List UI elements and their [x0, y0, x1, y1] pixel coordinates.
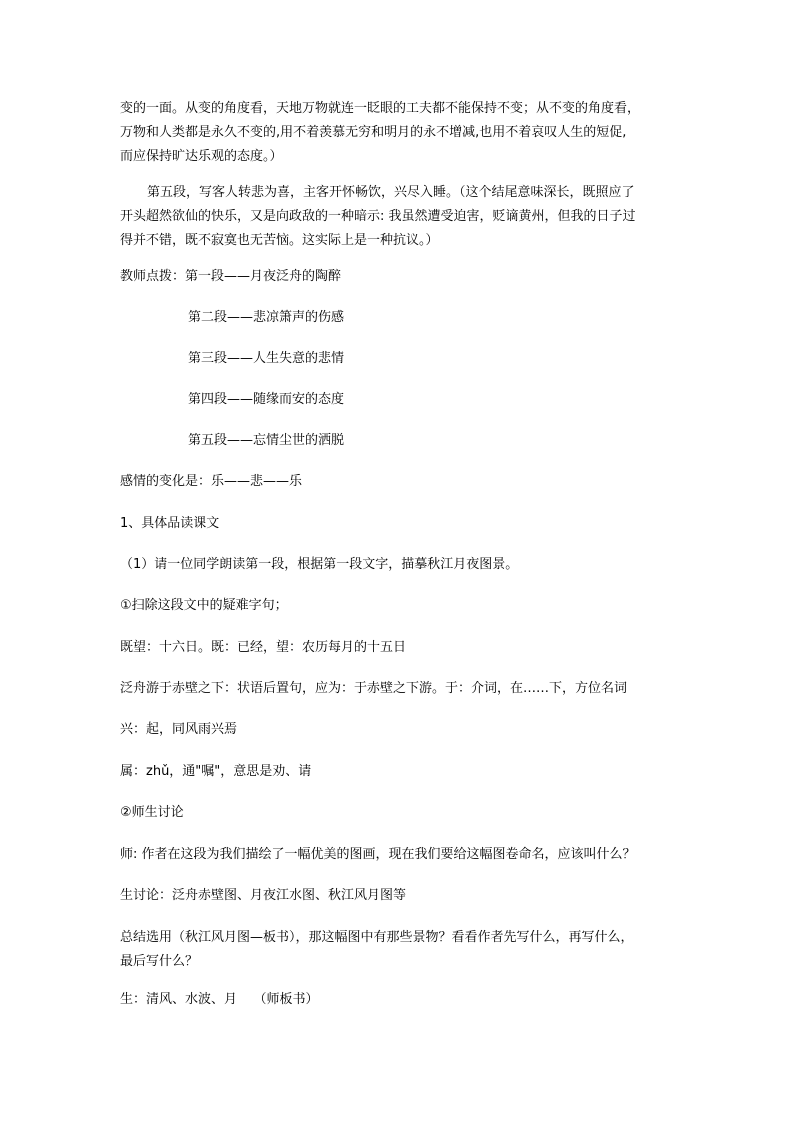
item-1-1: （1）请一位同学朗读第一段，根据第一段文字，描摹秋江月夜图景。	[120, 557, 519, 572]
section-5: 第五段——忘情尘世的洒脱	[188, 433, 345, 448]
para2-line3: 得并不错，既不寂寞也无苦恼。这实际上是一种抗议。）	[120, 233, 439, 248]
step-1: ①扫除这段文中的疑难字句；	[120, 598, 288, 613]
emotion-change: 感情的变化是：乐——悲——乐	[120, 474, 303, 489]
para1-line1: 变的一面。从变的角度看，天地万物就连一眨眼的工夫都不能保持不变；从不变的角度看，	[120, 101, 641, 116]
step-2: ②师生讨论	[120, 805, 184, 820]
item-1: 1、具体品读课文	[120, 516, 220, 531]
teacher-question: 师: 作者在这段为我们描绘了一幅优美的图画，现在我们要给这幅图卷命名，应该叫什么？	[120, 847, 636, 862]
para2-line1: 第五段，写客人转悲为喜，主客开怀畅饮，兴尽入睡。（这个结尾意味深长，既照应了	[147, 185, 635, 200]
section-3: 第三段——人生失意的悲情	[188, 351, 345, 366]
student-answer: 生：清风、水波、月 （师板书）	[120, 992, 319, 1007]
para1-line3: 而应保持旷达乐观的态度。）	[120, 149, 283, 164]
teacher-points: 教师点拨：第一段——月夜泛舟的陶醉	[120, 269, 342, 284]
section-4: 第四段——随缘而安的态度	[188, 392, 345, 407]
section-2: 第二段——悲凉箫声的伤感	[188, 310, 345, 325]
para1-line2: 万物和人类都是永久不变的,用不着羡慕无穷和明月的永不增减,也用不着哀叹人生的短促,	[120, 125, 627, 140]
summary-line2: 最后写什么？	[120, 954, 199, 969]
note-1: 既望：十六日。既：已经，望：农历每月的十五日	[120, 640, 407, 655]
summary-line1: 总结选用（秋江风月图—板书），那这幅图中有那些景物？看看作者先写什么，再写什么，	[120, 930, 634, 945]
student-discussion: 生讨论：泛舟赤壁图、月夜江水图、秋江风月图等	[120, 888, 407, 903]
para2-line2: 开头超然欲仙的快乐，又是向政敌的一种暗示: 我虽然遭受迫害，贬谪黄州，但我的日子过	[120, 209, 636, 224]
note-2: 泛舟游于赤壁之下：状语后置句，应为：于赤壁之下游。于：介词，在……下，方位名词	[120, 681, 628, 696]
note-3: 兴：起，同风雨兴焉	[120, 722, 238, 737]
note-4: 属：zhǔ，通"嘱"，意思是劝、请	[120, 764, 312, 779]
